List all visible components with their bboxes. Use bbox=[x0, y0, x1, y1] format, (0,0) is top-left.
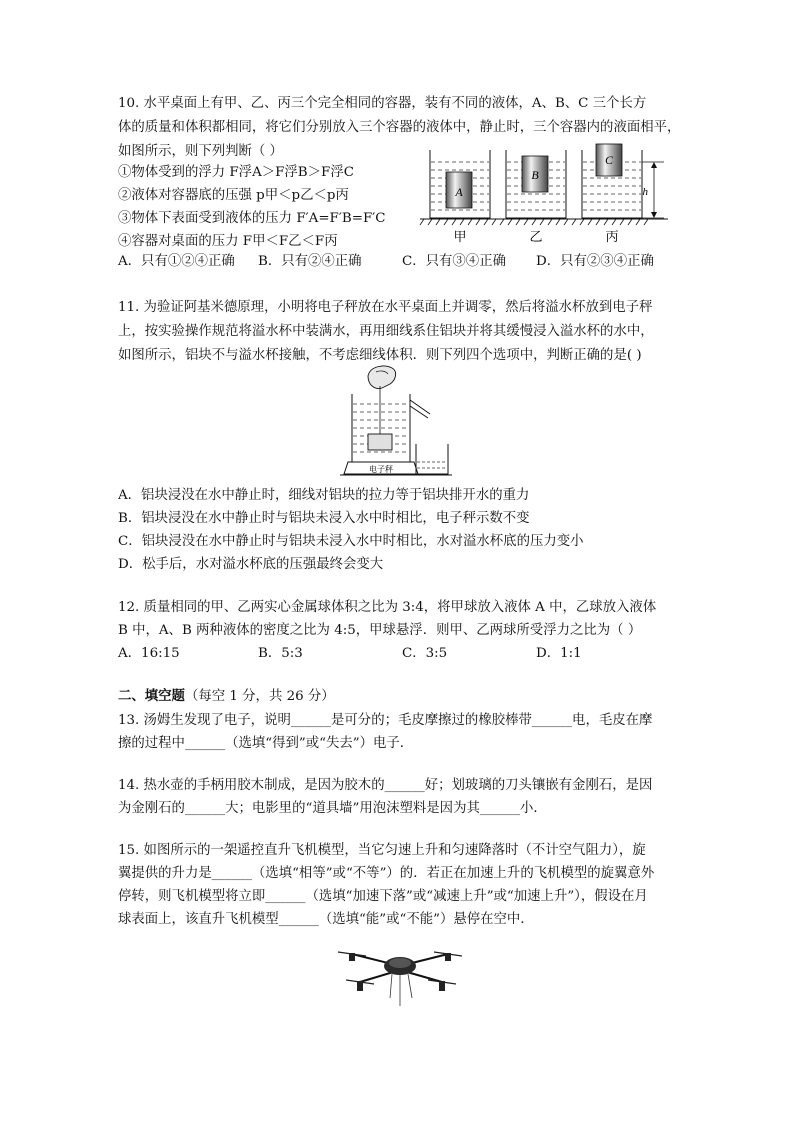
q10-option-c: C．只有③④正确 bbox=[402, 254, 506, 269]
q10-line-1: 10. 水平桌面上有甲、乙、丙三个完全相同的容器，装有不同的液体，A、B、C 三个长方 bbox=[118, 96, 647, 111]
q11-option-c: C．铝块浸没在水中静止时与铝块未浸入水中时相比，水对溢水杯底的压力变小 bbox=[118, 534, 584, 549]
q10-option-d: D．只有②③④正确 bbox=[536, 254, 654, 269]
q11-option-b: B．铝块浸没在水中静止时与铝块未浸入水中时相比，电子秤示数不变 bbox=[118, 511, 530, 526]
q10-line-2: 体的质量和体积都相同，将它们分别放入三个容器的液体中，静止时，三个容器内的液面相平， bbox=[118, 120, 681, 135]
block-a-label: A bbox=[455, 185, 463, 199]
q15-line-3: 停转，则飞机模型将立即______（选填“加速下落”或“减速上升”或“加速上升”），假设在月 bbox=[118, 889, 648, 904]
drone-figure bbox=[330, 940, 470, 1012]
q14-line-2: 为金刚石的______大；电影里的“道具墙”用泡沫塑料是因为其______小． bbox=[118, 801, 547, 816]
q11-line-1: 11. 为验证阿基米德原理，小明将电子秤放在水平桌面上并调零，然后将溢水杯放到电子秤 bbox=[118, 300, 653, 315]
q10-option-a: A．只有①②④正确 bbox=[118, 254, 235, 269]
q10-option-b: B．只有②④正确 bbox=[258, 254, 362, 269]
q12-line-2: B 中，A、B 两种液体的密度之比为 4:5，甲球悬浮．则甲、乙两球所受浮力之比为（ ） bbox=[118, 623, 642, 638]
q10-statement-4: ④容器对桌面的压力 F甲＜F乙＜F丙 bbox=[118, 234, 338, 249]
q15-line-2: 翼提供的升力是______（选填“相等”或“不等”）的．若正在加速上升的飞机模型的旋翼意外 bbox=[118, 866, 655, 881]
q10-line-3: 如图所示，则下列判断（ ） bbox=[118, 144, 283, 159]
q11-option-a: A．铝块浸没在水中静止时，细线对铝块的拉力等于铝块排开水的重力 bbox=[118, 488, 530, 503]
q13-line-1: 13. 汤姆生发现了电子，说明______是可分的；毛皮摩擦过的橡胶棒带______电，毛皮在摩 bbox=[118, 713, 653, 728]
container-jia-label: 甲 bbox=[453, 230, 467, 245]
q12-option-c: C．3:5 bbox=[402, 646, 448, 661]
section-heading bbox=[118, 688, 335, 705]
container-bing-label: 丙 bbox=[605, 230, 619, 245]
q11-line-3: 如图所示，铝块不与溢水杯接触，不考虑细线体积．则下列四个选项中，判断正确的是( ) bbox=[118, 348, 642, 363]
q15-line-4: 球表面上，该直升飞机模型______（选填“能”或“不能”）悬停在空中． bbox=[118, 912, 534, 927]
q13-line-2: 擦的过程中______（选填“得到”或“失去”）电子． bbox=[118, 736, 414, 751]
block-c-label: C bbox=[604, 153, 614, 167]
q10-statement-1: ①物体受到的浮力 F浮A＞F浮B＞F浮C bbox=[118, 165, 354, 180]
q12-option-a: A．16:15 bbox=[118, 646, 180, 661]
q15-line-1: 15. 如图所示的一架遥控直升飞机模型，当它匀速上升和匀速降落时（不计空气阻力），旋 bbox=[118, 843, 646, 858]
q12-option-b: B．5:3 bbox=[258, 646, 303, 661]
q11-option-d: D．松手后，水对溢水杯底的压强最终会变大 bbox=[118, 557, 384, 572]
container-yi-label: 乙 bbox=[529, 230, 543, 245]
q14-line-1: 14. 热水壶的手柄用胶木制成，是因为胶木的______好；划玻璃的刀头镶嵌有金刚石，是因 bbox=[118, 778, 653, 793]
q12-option-d: D．1:1 bbox=[536, 646, 582, 661]
q11-line-2: 上，按实验操作规范将溢水杯中装满水，再用细线系住铝块并将其缓慢浸入溢水杯的水中， bbox=[118, 324, 654, 339]
q11-overflow-cup-figure bbox=[340, 362, 460, 482]
q10-statement-3: ③物体下表面受到液体的压力 F′A=F′B=F′C bbox=[118, 211, 386, 226]
q10-containers-figure bbox=[418, 148, 678, 244]
block-b-label: B bbox=[531, 168, 539, 182]
q12-line-1: 12. 质量相同的甲、乙两实心金属球体积之比为 3:4，将甲球放入液体 A 中，乙球放入液体 bbox=[118, 600, 657, 615]
section-note: （每空 1 分，共 26 分） bbox=[184, 689, 335, 704]
section-title: 二、填空题 bbox=[118, 688, 185, 704]
q10-statement-2: ②液体对容器底的压强 p甲＜p乙＜p丙 bbox=[118, 188, 349, 203]
height-label: h bbox=[642, 186, 648, 198]
scale-label: 电子秤 bbox=[369, 465, 393, 474]
